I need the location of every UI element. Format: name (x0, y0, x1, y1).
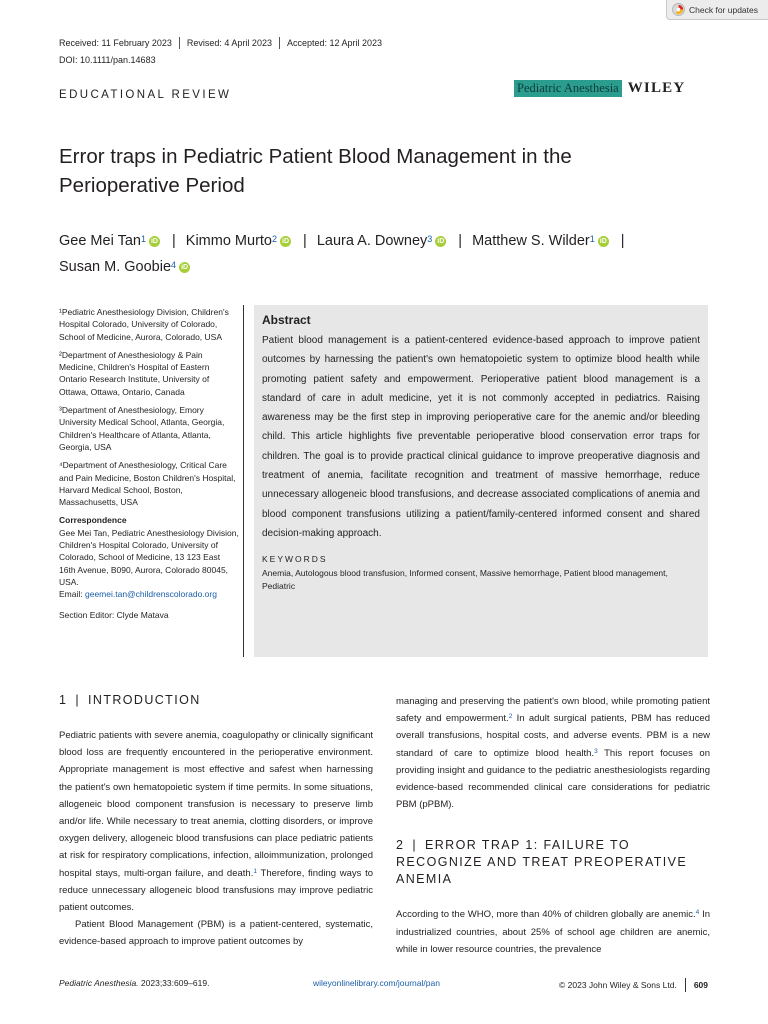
footer-url-link[interactable]: wileyonlinelibrary.com/journal/pan (313, 978, 440, 988)
paragraph-text: Pediatric patients with severe anemia, coagulopathy or clinically significant blood loss are frequently encountered in the perioperative environment. Appropriate management is most effective and safest when harnessing the patient's own hematopoietic system if time permits. In some situations, allogeneic blood component transfusion is necessary to preserve limb and/or life. While necessary to treat anemia, clotting disorders, or improve oxygen delivery, allogeneic blood transfusions can place pediatric patients at risk for respiratory complications, infection, alloimmunization, prolonged hospital stays, multi-organ failure, and death. (59, 730, 373, 879)
orcid-icon[interactable]: iD (599, 237, 607, 245)
publisher-logo: WILEY (627, 80, 686, 96)
footer-volume: 2023;33:609–619. (138, 978, 210, 988)
section-number-text: 2 (396, 838, 405, 853)
journal-name: Pediatric Anesthesia (514, 80, 622, 97)
affiliation: ⁴Department of Anesthesiology, Critical Care and Pain Medicine, Boston Children's Hospital, Harvard Medical School, Boston, Massachusetts, USA (59, 460, 236, 508)
revised-date: Revised: 4 April 2023 (186, 38, 272, 48)
keywords-text: Anemia, Autologous blood transfusion, Informed consent, Massive hemorrhage, Patient blood management, Pediatric (262, 568, 668, 592)
date-divider (179, 37, 180, 49)
paragraph (396, 906, 710, 958)
author-name[interactable]: Susan M. Goobie (59, 259, 172, 275)
citation-ref[interactable]: 1 (253, 867, 257, 875)
section-title: INTRODUCTION (88, 693, 201, 707)
received-date: Received: 11 February 2023 (59, 38, 172, 48)
citation-ref[interactable]: 3 (594, 747, 598, 755)
keywords-heading: KEYWORDS (262, 554, 328, 565)
section-heading-introduction (59, 692, 373, 709)
email-link[interactable]: geemei.tan@childrenscolorado.org (84, 589, 217, 600)
paragraph-text: This report focuses on providing insight and guidance to the pediatric anesthesiologists regarding evidence-based recommended clinical care considerations for pediatric PBM (pPBM). (396, 747, 710, 811)
footer-journal: Pediatric Anesthesia. (59, 978, 139, 988)
footer-right (559, 978, 708, 992)
paragraph-text: managing and preserving the patient's own blood, while promoting patient safety and empowerment. (396, 696, 710, 725)
correspondence-text (59, 527, 239, 601)
author-name[interactable]: Laura A. Downey (316, 233, 428, 249)
footer-divider (685, 978, 686, 992)
author-name[interactable]: Matthew S. Wilder (472, 233, 590, 249)
affiliation: ²Department of Anesthesiology & Pain Medicine, Children's Hospital of Eastern Ontario Research Institute, University of Ottawa, Ottawa, Ontario, Canada (59, 349, 210, 397)
author-separator: | (303, 233, 307, 249)
doi[interactable]: DOI: 10.1111/pan.14683 (59, 55, 156, 65)
section-number (396, 838, 425, 852)
paragraph-text: Therefore, finding ways to reduce unnecessary allogeneic blood transfusions may improve pediatric patient outcomes. (59, 867, 373, 914)
check-for-updates-button[interactable] (666, 0, 768, 20)
citation-ref[interactable]: 2 (508, 713, 513, 721)
section-title: ERROR TRAP 1: FAILURE TO RECOGNIZE AND TREAT PREOPERATIVE ANEMIA (396, 838, 688, 887)
section-number (59, 693, 88, 707)
author-affiliation-ref[interactable]: 3 (427, 234, 433, 244)
check-updates-label: Check for updates (689, 4, 758, 15)
paragraph: Patient Blood Management (PBM) is a patient-centered, systematic, evidence-based approach to improve patient outcomes by (59, 919, 373, 948)
affiliations-column (59, 306, 239, 627)
author-separator: | (620, 233, 625, 249)
affiliation: ³Department of Anesthesiology, Emory University Medical School, Atlanta, Georgia, Children's Healthcare of Atlanta, Atlanta, Georgia, USA (59, 405, 225, 452)
article-title: Error traps in Pediatric Patient Blood Management in the Perioperative Period (59, 145, 572, 197)
section-heading-error-trap-1 (396, 837, 710, 888)
date-divider (279, 37, 280, 49)
check-updates-icon (672, 3, 685, 16)
author-name[interactable]: Gee Mei Tan (59, 233, 141, 249)
correspondence-heading: Correspondence (59, 515, 127, 526)
paragraph-text: According to the WHO, more than 40% of children globally are anemic. (396, 909, 696, 921)
article-type: EDUCATIONAL REVIEW (59, 89, 232, 101)
body-column-right (396, 693, 710, 958)
citation-ref[interactable]: 4 (695, 909, 700, 917)
footer-citation (59, 978, 209, 988)
body-column-left (59, 692, 373, 951)
heading-separator: | (412, 838, 418, 853)
affiliation: ¹Pediatric Anesthesiology Division, Children's Hospital Colorado, University of Colorado, School of Medicine, Aurora, Colorado, USA (59, 307, 229, 342)
paragraph (59, 727, 373, 916)
orcid-icon[interactable]: iD (181, 263, 189, 271)
orcid-icon[interactable]: iD (150, 237, 158, 245)
section-editor: Section Editor: Clyde Matava (59, 609, 169, 620)
page-number: 609 (693, 980, 708, 990)
accepted-date: Accepted: 12 April 2023 (286, 38, 383, 48)
abstract-box (254, 305, 708, 657)
abstract-heading: Abstract (262, 313, 311, 327)
orcid-icon[interactable]: iD (282, 237, 290, 245)
correspondence-address: Gee Mei Tan, Pediatric Anesthesiology Division, Children's Hospital Colorado, University of Colorado, School of Medicine, 13 123 East 16th Avenue, B090, Aurora, Colorado 80045, USA. (59, 527, 239, 587)
author-separator: | (171, 233, 176, 249)
footer-copyright: © 2023 John Wiley & Sons Ltd. (559, 980, 677, 990)
article-dates (59, 37, 382, 49)
abstract-text: Patient blood management is a patient-centered evidence-based approach to improve patient outcomes by harnessing the patient's own hematopoietic system to optimize blood health while promoting patient safety and empowerment. Perioperative patient blood management is a standard of care in adult medicine, yet it is not commonly accepted in pediatrics. Raising awareness may be the first step in improving perioperative care for the anemic and/or bleeding child. This article highlights five preventable perioperative blood conservation error traps for children. The goal is to provide practical clinical guidance to improve preoperative diagnosis and treatment of anemia, facilitate recognition and treatment of massive hemorrhage, reduce unnecessary allogeneic blood transfusions, and decrease associated complications of anemia and blood component transfusions utilizing a patient/family-centered informed consent and shared decision-making approach. (262, 335, 700, 539)
author-affiliation-ref[interactable]: 4 (171, 260, 177, 270)
journal-logo (514, 80, 685, 97)
section-number-text: 1 (59, 693, 68, 707)
orcid-icon[interactable]: iD (437, 237, 445, 245)
author-affiliation-ref[interactable]: 2 (272, 234, 278, 244)
author-list (59, 228, 719, 280)
heading-separator: | (75, 693, 81, 707)
email-label: Email: (59, 589, 85, 600)
paragraph (396, 693, 710, 813)
paragraph-text: In industrialized countries, about 25% of school age children are anemic, while in lower resource countries, the prevalence (396, 909, 711, 955)
author-affiliation-ref[interactable]: 1 (140, 234, 146, 244)
column-divider (243, 305, 244, 657)
paragraph-text: In adult surgical patients, PBM has reduced overall transfusions, hospital costs, and adverse events. PBM is a new standard of care to optimize blood health. (396, 713, 710, 759)
author-name[interactable]: Kimmo Murto (185, 233, 272, 249)
author-separator: | (458, 233, 463, 249)
author-affiliation-ref[interactable]: 1 (589, 234, 595, 244)
